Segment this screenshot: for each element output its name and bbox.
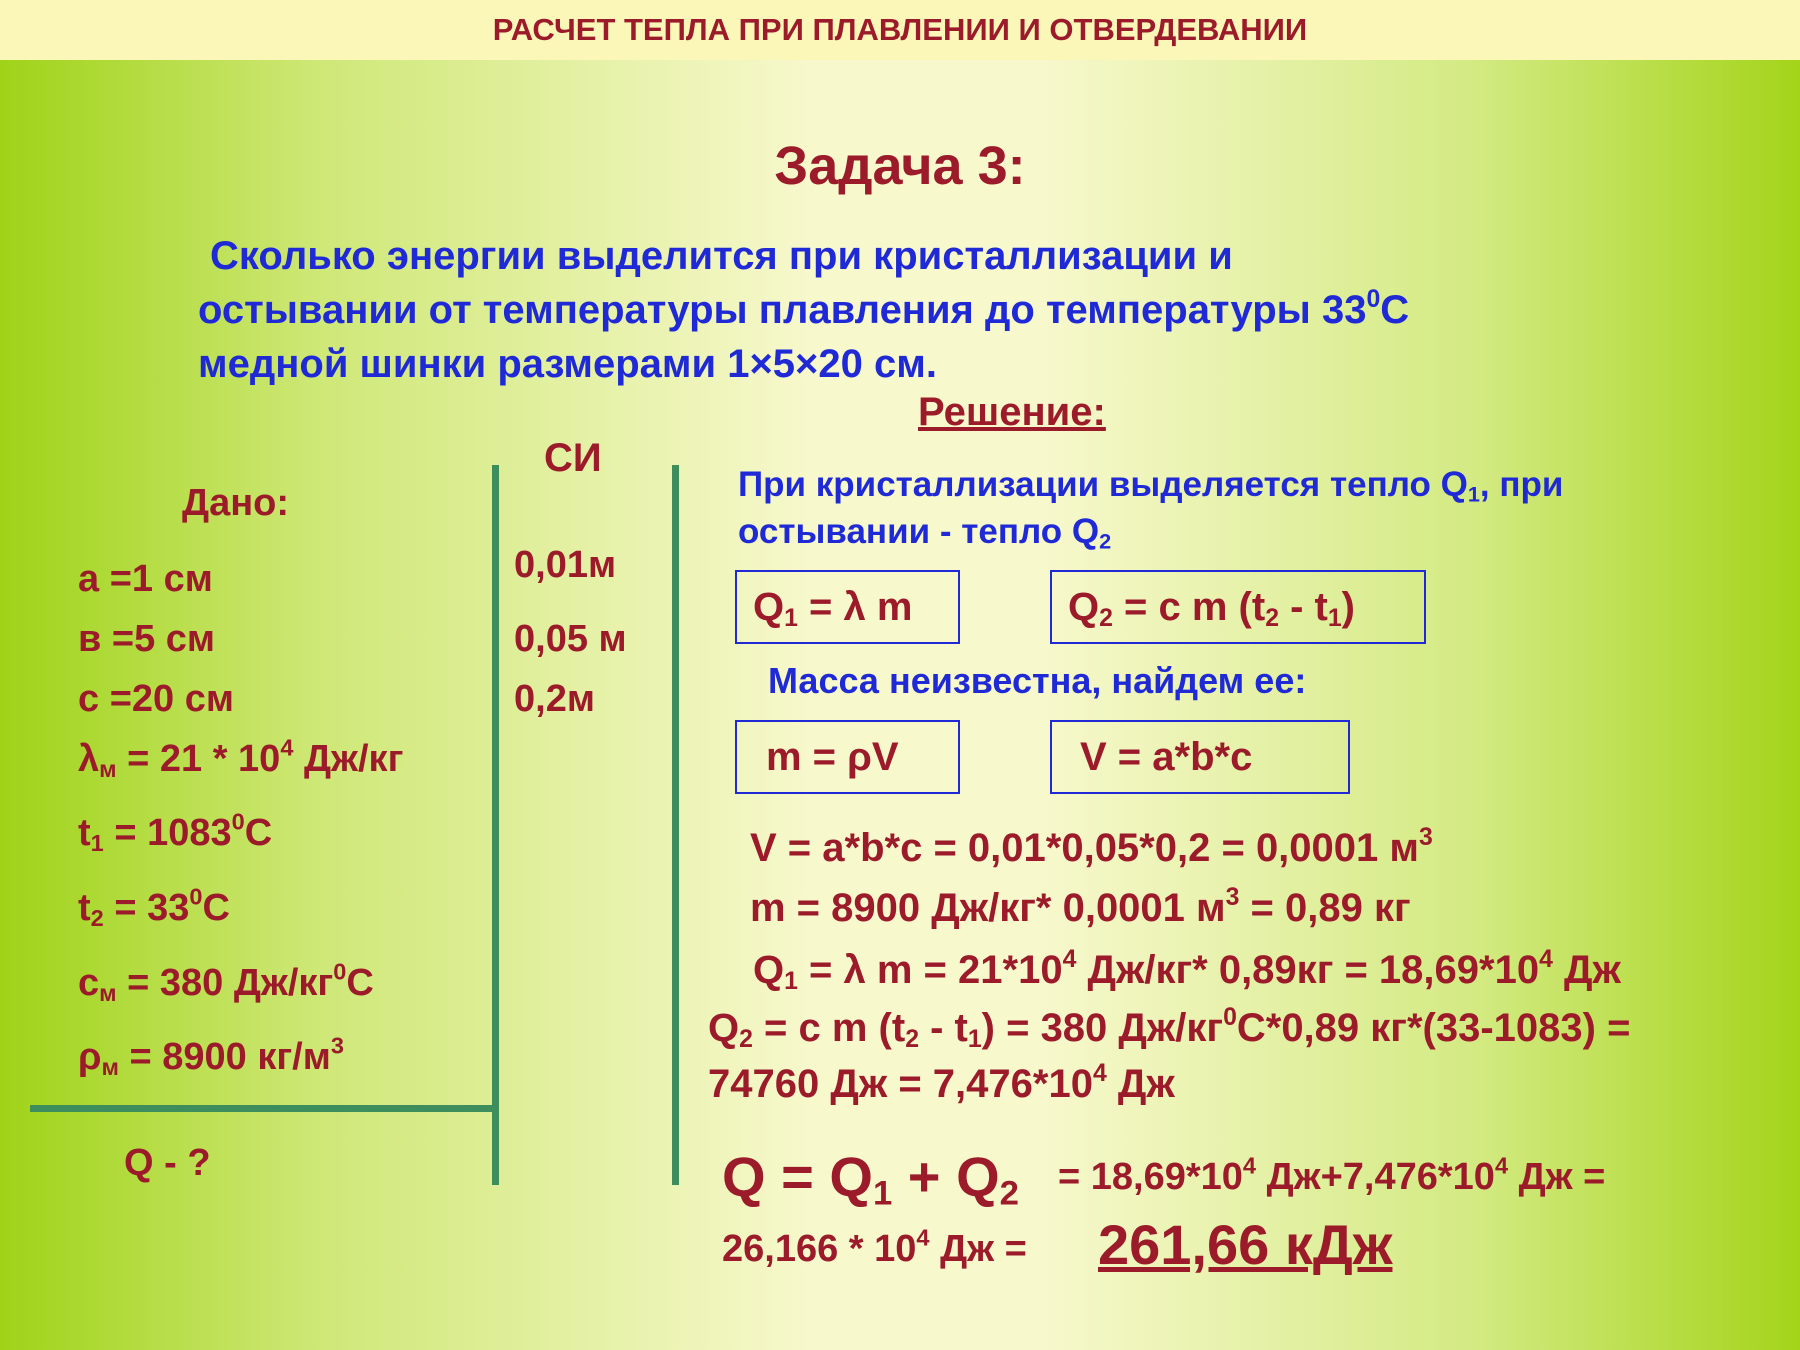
given-specific-heat: $с_м = 380$ $Дж/кг^0С$ xyxy=(78,958,374,1006)
formula-m: m = ρV xyxy=(766,735,899,779)
si-heading: СИ xyxy=(544,436,602,480)
solution-intro-line1: При кристаллизации выделяется тепло $Q_1$, при xyxy=(738,465,1564,507)
total-formula: $Q = Q_1 + Q_2$ xyxy=(722,1145,1019,1213)
formula-q1: $Q_1 = \lambda$ m xyxy=(753,585,913,633)
divider-given-si xyxy=(492,465,499,1185)
mass-note: Масса неизвестна, найдем ее: xyxy=(768,660,1307,701)
calc-mass: m = 8900 Дж/кг* 0,0001 $м^3 = 0,89$ кг xyxy=(750,883,1411,930)
task-text-line3: медной шинки размерами 1×5×20 см. xyxy=(198,342,937,386)
given-t1: $t_1 = 1083^0С$ xyxy=(78,808,273,856)
task-text-line1: Сколько энергии выделится при кристаллизации и xyxy=(210,234,1233,278)
solution-heading: Решение: xyxy=(918,390,1106,434)
given-t2: $t_2 = 33^0С$ xyxy=(78,883,230,931)
calc-q2-line1: $Q_2 = c$ m $(t_2 - t_1) = 380$ $Дж/кг^0С*0,89$ кг*(33-1083) = xyxy=(708,1003,1631,1054)
formula-v: V = a*b*c xyxy=(1080,735,1253,779)
divider-si-solution xyxy=(672,465,679,1185)
si-c: 0,2м xyxy=(514,678,595,720)
task-text-line2: остывании от температуры плавления до температуры $33^0С$ xyxy=(198,285,1410,332)
given-density: $\rho_м = 8900$ $кг/м^3$ xyxy=(78,1032,344,1080)
given-b: в =5 см xyxy=(78,618,216,660)
page-header-title: РАСЧЕТ ТЕПЛА ПРИ ПЛАВЛЕНИИ И ОТВЕРДЕВАНИИ xyxy=(492,12,1308,47)
calc-q2-line2: 74760 Дж = $7,476*10^4$ Дж xyxy=(708,1059,1175,1106)
divider-given-find xyxy=(30,1105,498,1112)
given-heading: Дано: xyxy=(182,482,290,524)
total-sum: = $18,69*10^4$ $Дж+7,476*10^4$ Дж = xyxy=(1058,1152,1606,1198)
given-c: с =20 см xyxy=(78,678,234,720)
final-answer: 261,66 кДж xyxy=(1098,1213,1393,1276)
given-find: Q - ? xyxy=(124,1142,211,1184)
solution-intro-line2: остывании - тепло $Q_2$ xyxy=(738,512,1112,554)
total-result-line: $26,166 * 10^4$ Дж = xyxy=(722,1224,1027,1270)
calc-q1: $Q_1 = \lambda$ $m = 21*10^4$ Дж/кг* $0,89кг = 18,69*10^4$ Дж xyxy=(753,945,1621,996)
calc-volume: V = a*b*c = 0,01*0,05*0,2 = 0,0001 $м^3$ xyxy=(750,823,1433,870)
given-a: a =1 см xyxy=(78,558,213,600)
task-title: Задача 3: xyxy=(774,136,1026,196)
si-a: 0,01м xyxy=(514,544,617,586)
formula-q2: $Q_2 = c$ m $(t_2 - t_1)$ xyxy=(1068,585,1355,633)
si-b: 0,05 м xyxy=(514,618,627,660)
given-lambda: $\lambda_м = 21 * 10^4$ Дж/кг xyxy=(78,734,404,782)
